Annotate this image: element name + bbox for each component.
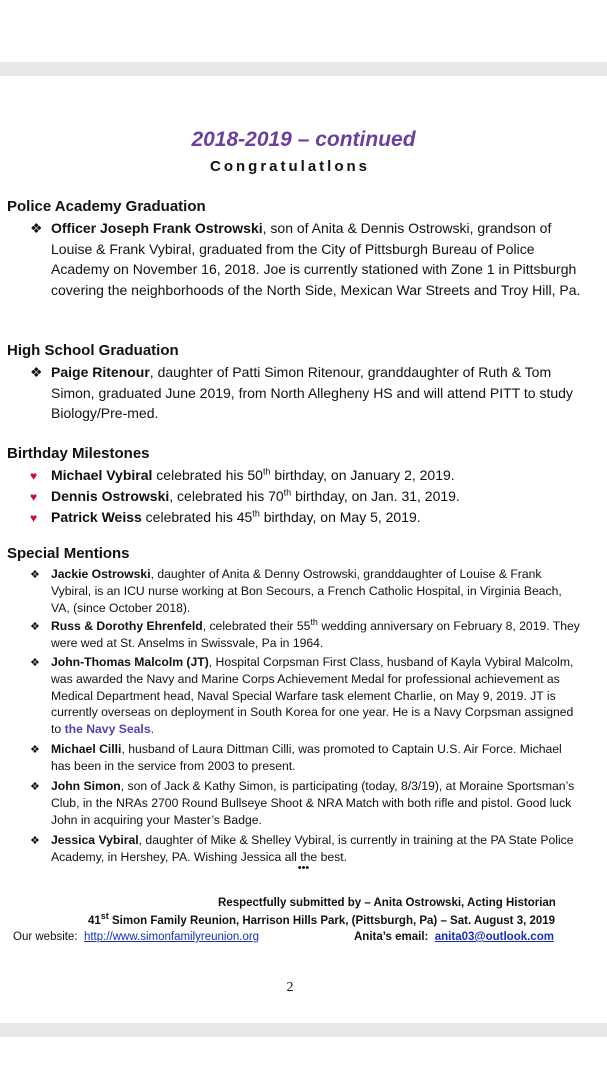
diamond-bullet-icon: ❖ [30,657,40,669]
special-item: Russ & Dorothy Ehrenfeld, celebrated their 55th wedding anniversary on February 8, 2019. They were wed at St. Anselms in Swissvale, Pa in 1964. [51,616,580,650]
page-number: 2 [286,980,294,995]
heart-bullet-icon: ♥ [30,469,38,483]
heart-bullet-icon: ♥ [30,511,38,525]
section-heading-birthdays: Birthday Milestones [7,445,150,462]
special-item: Michael Cilli, husband of Laura Dittman Cilli, was promoted to Captain U.S. Air Force. Michael has been in the service from 2003 to present. [51,742,562,773]
top-bar [0,0,607,60]
heart-bullet-icon: ♥ [30,490,38,504]
diamond-bullet-icon: ❖ [30,220,43,236]
page-subtitle: Congratulatlons [210,158,370,175]
website-link[interactable]: http://www.simonfamilyreunion.org [83,931,260,943]
special-item: Jessica Vybiral, daughter of Mike & Shelley Vybiral, is currently in training at the PA State Police Academy, in Hershey, PA. Wishing Jessica all the best. [51,833,574,864]
diamond-bullet-icon: ❖ [30,835,40,847]
email-row: Anita’s email: anita03@outlook.com [354,931,554,943]
birthday-item: Michael Vybiral celebrated his 50th birthday, on January 2, 2019. [51,466,455,483]
diamond-bullet-icon: ❖ [30,621,40,633]
police-entry: Officer Joseph Frank Ostrowski, son of Anita & Dennis Ostrowski, grandson of Louise & Frank Vybiral, graduated from the City of Pittsburgh Bureau of Police Academy on November 16, 2018. Joe is currently stationed with Zone 1 in Pittsburgh covering the neighborhoods of the North Side, Mexican War Streets and Troy Hill, Pa. [51,220,581,298]
section-heading-special: Special Mentions [7,545,130,562]
diamond-bullet-icon: ❖ [30,781,40,793]
page-title: 2018-2019 – continued [191,128,416,151]
special-item: Jackie Ostrowski, daughter of Anita & Denny Ostrowski, granddaughter of Louise & Frank Vybiral, is an ICU nurse working at Bon Secours, a French Catholic Hospital, in Virginia Beach, VA, (since October 2018). [51,567,562,615]
birthday-item: Dennis Ostrowski, celebrated his 70th birthday, on Jan. 31, 2019. [51,487,460,504]
ornament-divider: ••• [297,862,310,874]
bottom-divider [0,1023,607,1037]
section-heading-police: Police Academy Graduation [7,198,206,215]
section-heading-highschool: High School Graduation [7,342,179,359]
birthday-item: Patrick Weiss celebrated his 45th birthday, on May 5, 2019. [51,508,421,525]
submitted-line: Respectfully submitted by – Anita Ostrowski, Acting Historian [218,897,556,909]
diamond-bullet-icon: ❖ [30,744,40,756]
highschool-entry: Paige Ritenour, daughter of Patti Simon Ritenour, granddaughter of Ruth & Tom Simon, graduated June 2019, from North Allegheny HS and will attend PITT to study Biology/Pre-med. [51,364,573,421]
special-item: John-Thomas Malcolm (JT), Hospital Corpsman First Class, husband of Kayla Vybiral Malcolm, was awarded the Navy and Marine Corps Achievement Medal for professional achievement as Medical Department head, Naval Special Warfare task element Charlie, on May 9, 2019. JT is currently overseas on deployment in South Korea for one year. He is a Navy Corpsman assigned to the Navy Seals. [51,655,574,737]
diamond-bullet-icon: ❖ [30,364,43,380]
special-item: John Simon, son of Jack & Kathy Simon, is participating (today, 8/3/19), at Moraine Sportsman’s Club, in the NRAs 2700 Round Bullseye Shoot & NRA Match with both rifle and pistol. Good luck John in acquiring your Master’s Badge. [51,779,575,827]
diamond-bullet-icon: ❖ [30,569,40,581]
top-divider [0,62,607,76]
reunion-line: 41st Simon Family Reunion, Harrison Hills Park, (Pittsburgh, Pa) – Sat. August 3, 2019 [88,911,556,927]
website-row: Our website: http://www.simonfamilyreunion.org [13,931,260,943]
document-page [0,76,607,1023]
email-link[interactable]: anita03@outlook.com [434,931,554,943]
